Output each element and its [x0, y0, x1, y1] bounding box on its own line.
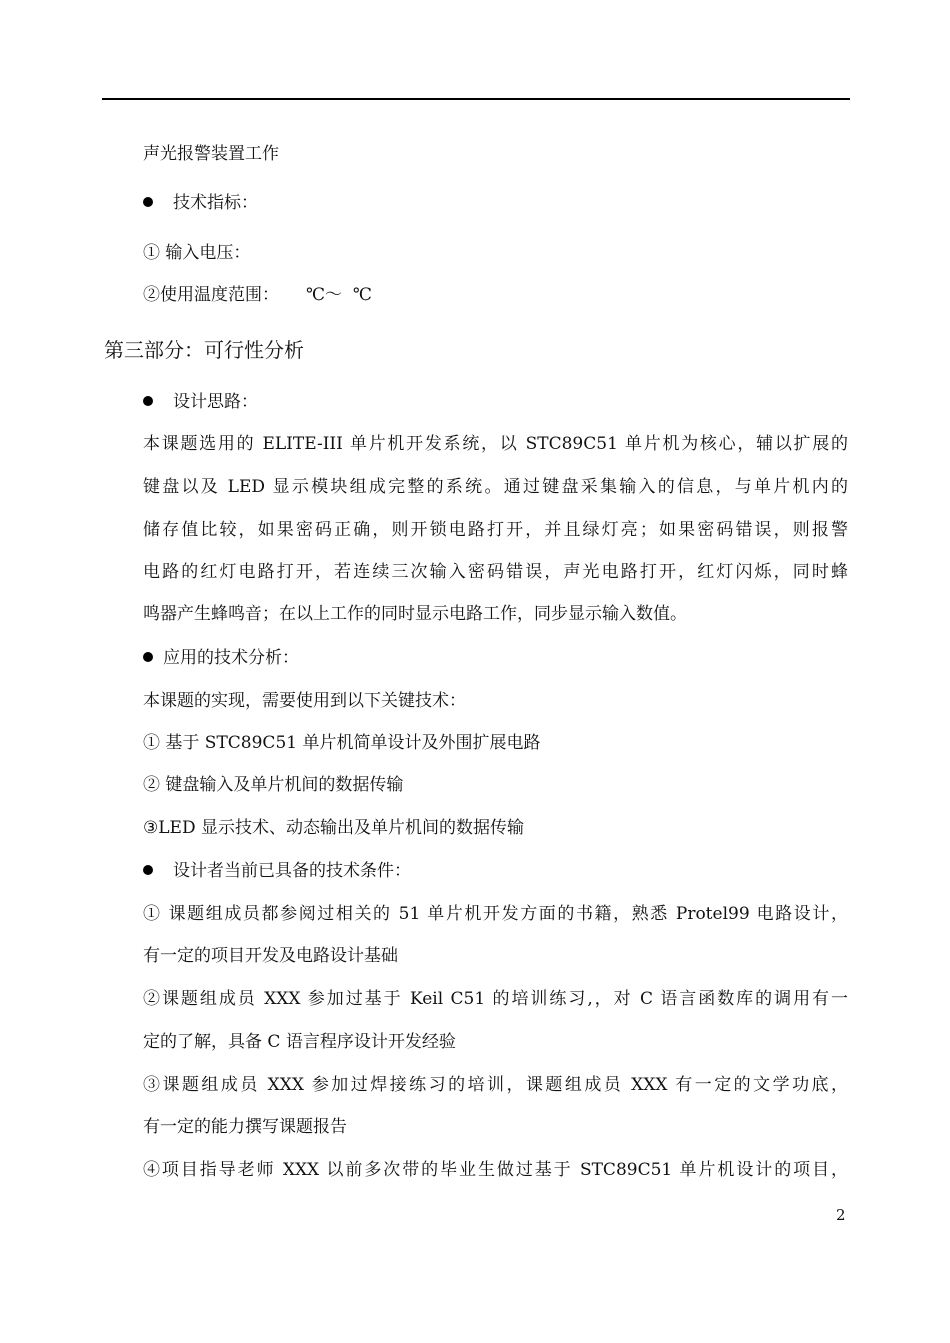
list-item-cont: 有一定的项目开发及电路设计基础	[143, 946, 398, 966]
bullet-text: 应用的技术分析：	[163, 648, 299, 668]
list-item-cont: 定的了解，具备 C 语言程序设计开发经验	[143, 1032, 456, 1052]
header-rule	[102, 98, 850, 100]
list-item-cont: 有一定的能力撰写课题报告	[143, 1117, 347, 1137]
bullet-item	[143, 647, 299, 669]
bullet-text: 设计者当前已具备的技术条件：	[173, 861, 411, 881]
list-item: ③课题组成员 XXX 参加过焊接练习的培训，课题组成员 XXX 有一定的文学功底，	[143, 1075, 848, 1095]
list-item: ① 基于 STC89C51 单片机简单设计及外围扩展电路	[143, 733, 541, 753]
page-number: 2	[836, 1206, 846, 1224]
bullet-icon	[143, 865, 153, 875]
bullet-icon	[143, 652, 153, 662]
bullet-icon	[143, 197, 153, 207]
paragraph-line: 鸣器产生蜂鸣音；在以上工作的同时显示电路工作，同步显示输入数值。	[143, 604, 687, 624]
bullet-icon	[143, 396, 153, 406]
paragraph-line: 本课题选用的 ELITE-III 单片机开发系统，以 STC89C51 单片机为核心，辅以扩展的	[143, 434, 848, 454]
bullet-item	[143, 391, 258, 413]
bullet-text: 技术指标：	[173, 193, 258, 213]
list-item: ②课题组成员 XXX 参加过基于 Keil C51 的培训练习,，对 C 语言函数库的调用有一	[143, 989, 848, 1009]
list-item: ② 键盘输入及单片机间的数据传输	[143, 775, 404, 795]
section-heading: 第三部分：可行性分析	[104, 338, 304, 362]
list-item: ① 课题组成员都参阅过相关的 51 单片机开发方面的书籍，熟悉 Protel99 电路设计，	[143, 904, 848, 924]
paragraph-line: 储存值比较，如果密码正确，则开锁电路打开，并且绿灯亮；如果密码错误，则报警	[143, 520, 848, 540]
bullet-text: 设计思路：	[173, 392, 258, 412]
paragraph-line: 键盘以及 LED 显示模块组成完整的系统。通过键盘采集输入的信息，与单片机内的	[143, 477, 848, 497]
text-line: ②使用温度范围： ℃～ ℃	[143, 285, 372, 305]
text-line: ① 输入电压：	[143, 243, 251, 263]
list-item: ③LED 显示技术、动态输出及单片机间的数据传输	[143, 818, 524, 838]
bullet-item	[143, 192, 258, 214]
text-line: 声光报警装置工作	[143, 144, 279, 164]
bullet-item	[143, 860, 411, 882]
list-item: ④项目指导老师 XXX 以前多次带的毕业生做过基于 STC89C51 单片机设计的项目，	[143, 1160, 848, 1180]
paragraph-line: 电路的红灯电路打开，若连续三次输入密码错误，声光电路打开，红灯闪烁，同时蜂	[143, 562, 848, 582]
text-line: 本课题的实现，需要使用到以下关键技术：	[143, 691, 466, 711]
